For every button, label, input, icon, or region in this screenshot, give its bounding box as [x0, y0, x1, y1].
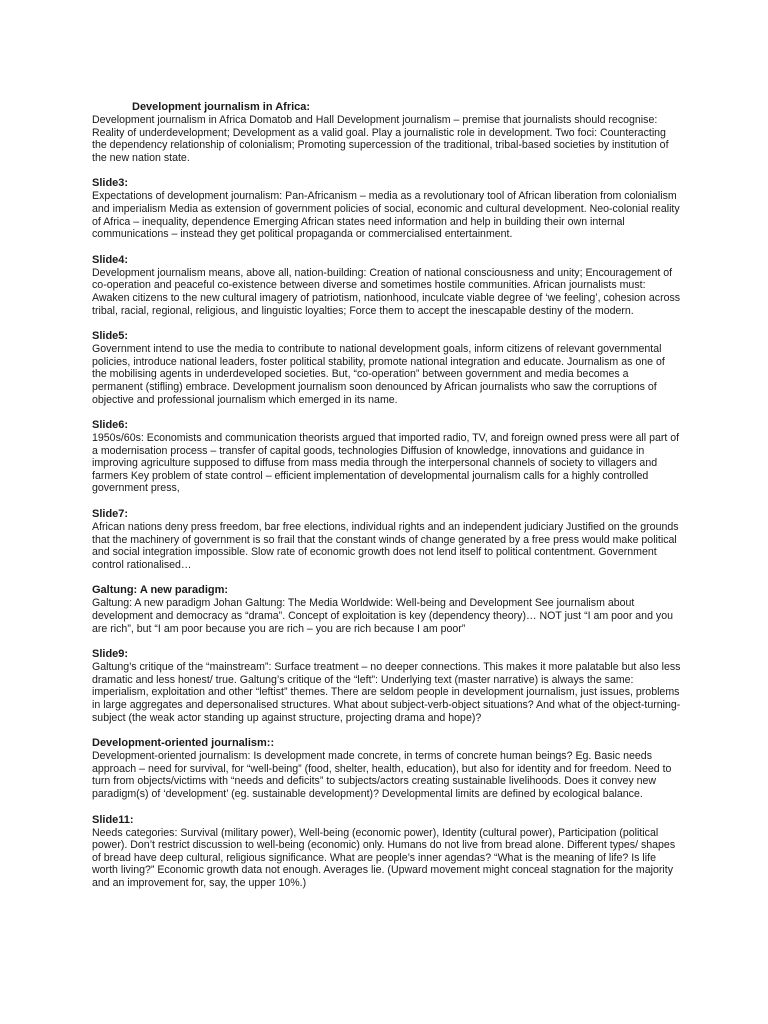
section-text: Development-oriented journalism: Is development made concrete, in terms of concrete human beings? Eg. Basic needs approach – need for survival, for “well-being” (food, shelter, health, education), but also for identity and for freedom. Need to turn from objects/victims with “needs and deficits” to subjects/actors creating sustainable livelihoods. Does it convey new paradigm(s) of ‘development’ (eg. sustainable development)? Developmental limits are defined by ecological balance. [92, 750, 672, 800]
section-text: Development journalism means, above all, nation-building: Creation of national consciousness and unity; Encouragement of co-operation and peaceful co-existence between diverse and sometimes hostile communities. African journalists must: Awaken citizens to the new cultural imagery of patriotism, nationhood, inculcate viable degree of ‘we feeling’, cohesion across tribal, racial, regional, religious, and linguistic loyalties; Force them to accept the inescapable destiny of the modern. [92, 266, 681, 317]
section-heading: Slide4: [92, 253, 129, 266]
section-text: Expectations of development journalism: Pan-Africanism – media as a revolutionary tool of African liberation from colonialism and imperialism Media as extension of government policies of social, economic and cultural development. Neo-colonial reality of Africa – inequality, dependence Emerging African states need information and help in building their own internal communications – instead they get political propaganda or commercialised entertainment. [92, 190, 680, 241]
section-text: African nations deny press freedom, bar free elections, individual rights and an independent judiciary Justified on the grounds that the machinery of government is so frail that the constant winds of change generated by a free press would make political and social integration impossible. Slow rate of economic growth does not lend itself to political contentment. Government control rationalised… [92, 521, 679, 571]
section-heading: Slide7: [92, 508, 129, 521]
section-text: Needs categories: Survival (military power), Well-being (economic power), Identity (cultural power), Participation (political power). Don’t restrict discussion to well-being (economic) only. Humans do not live from bread alone. Different types/ shapes of bread have deep cultural, religious significance. What are people’s inner agendas? “What is the meaning of life? Is life worth living?” Economic growth data not enough. Averages lie. (Upward movement might conceal stagnation for the majority and an improvement for, say, the upper 10%.) [92, 826, 676, 889]
section-heading: Slide11: [92, 813, 134, 826]
section-slide6 [92, 419, 682, 495]
section-text: 1950s/60s: Economists and communication theorists argued that imported radio, TV, and foreign owned press were all part of a modernisation process – transfer of capital goods, technologies Diffusion of knowledge, innovations and guidance in improving agriculture supposed to diffuse from mass media through the interpersonal channels of society to villagers and farmers Key problem of state control – efficient implementation of developmental journalism calls for a highly controlled government press, [92, 432, 680, 495]
section-text: Government intend to use the media to contribute to national development goals, inform citizens of relevant governmental policies, introduce national leaders, foster political stability, promote national integration and educate. Journalism as one of the mobilising agents in underdeveloped societies. But, “co-operation” between government and media becomes a permanent (stifling) embrace. Development journalism soon denounced by African journalists who saw the corruptions of objective and professional journalism which emerged in its name. [92, 343, 665, 406]
section-heading: Development-oriented journalism:: [92, 737, 275, 750]
section-text: Galtung: A new paradigm Johan Galtung: The Media Worldwide: Well-being and Development See journalism about development and democracy as “drama”. Concept of exploitation is key (dependency theory)… NOT just “I am poor and you are rich”, but “I am poor because you are rich – you are rich because I am poor” [92, 597, 673, 635]
document-title: Development journalism in Africa: [132, 101, 311, 113]
section-development-oriented [92, 737, 682, 800]
section-heading: Slide3: [92, 177, 129, 190]
section-text: Galtung’s critique of the “mainstream”: Surface treatment – no deeper connections. This makes it more palatable but also less dramatic and less honest/ true. Galtung’s critique of the “left”: Underlying text (master narrative) is always the same: imperialism, exploitation and other “leftist” themes. There are seldom people in development journalism, just issues, problems in large aggregates and depersonalised structures. What about subject-verb-object situations? And what of the object-turning-subject (the weak actor standing up against structure, projecting drama and hope)? [92, 661, 681, 724]
section-slide5 [92, 330, 682, 406]
section-slide9 [92, 648, 682, 724]
section-heading: Slide5: [92, 330, 129, 343]
section-heading: Galtung: A new paradigm: [92, 584, 229, 597]
section-slide7 [92, 508, 682, 571]
section-slide4 [92, 254, 682, 317]
section-galtung [92, 584, 682, 635]
intro-text: Development journalism in Africa Domatob and Hall Development journalism – premise that journalists should recognise: Reality of underdevelopment; Development as a valid goal. Play a journalistic role in development. Two foci: Counteracting the dependency relationship of colonialism; Promoting supercession of the traditional, tribal-based societies by institution of the new nation state. [92, 114, 669, 164]
section-slide11 [92, 814, 682, 890]
intro-section [92, 101, 682, 164]
section-heading: Slide6: [92, 419, 129, 432]
section-slide3 [92, 177, 682, 240]
document-page [92, 101, 682, 903]
section-heading: Slide9: [92, 648, 129, 661]
